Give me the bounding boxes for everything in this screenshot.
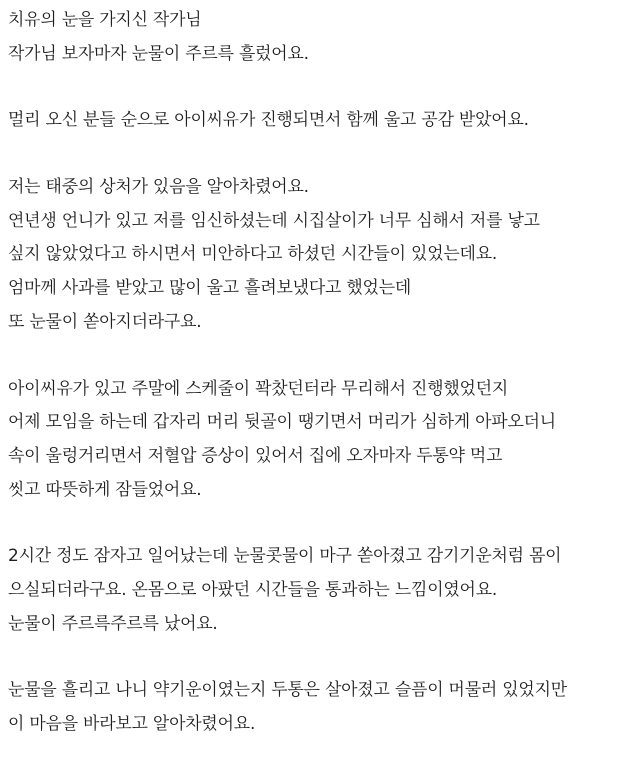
paragraph-5 <box>8 540 636 641</box>
text-line: 속이 울렁거리면서 저혈압 증상이 있어서 집에 오자마자 두통약 먹고 <box>8 445 503 466</box>
text-line: 어제 모임을 하는데 갑자리 머리 뒷골이 땡기면서 머리가 심하게 아파오더니 <box>8 412 556 433</box>
text-line: 또 눈물이 쏟아지더라구요. <box>8 311 202 332</box>
text-line: 2시간 정도 잠자고 일어났는데 눈물콧물이 마구 쏟아졌고 감기기운처럼 몸이 <box>8 546 562 567</box>
text-line: 저는 태중의 상처가 있음을 알아차렸어요. <box>8 177 309 198</box>
text-line: 눈물을 흘리고 나니 약기운이였는지 두통은 살아졌고 슬픔이 머물러 있었지만 <box>8 680 567 701</box>
paragraph-2 <box>8 104 636 138</box>
paragraph-3 <box>8 171 636 339</box>
paragraph-1 <box>8 4 636 71</box>
text-line: 눈물이 주르륵주르륵 났어요. <box>8 613 218 634</box>
text-line: 치유의 눈을 가지신 작가님 <box>8 10 202 30</box>
text-line: 멀리 오신 분들 순으로 아이씨유가 진행되면서 함께 울고 공감 받았어요. <box>8 110 529 131</box>
text-line: 연년생 언니가 있고 저를 임신하셨는데 시집살이가 너무 심해서 저를 낳고 <box>8 210 540 231</box>
text-line: 씻고 따뜻하게 잠들었어요. <box>8 479 202 500</box>
text-line: 이 마음을 바라보고 알아차렸어요. <box>8 714 256 734</box>
text-line: 싶지 않았었다고 하시면서 미안하다고 하셨던 시간들이 있었는데요. <box>8 244 498 265</box>
paragraph-4 <box>8 373 636 508</box>
text-line: 작가님 보자마자 눈물이 주르륵 흘렀어요. <box>8 43 309 64</box>
text-line: 아이씨유가 있고 주말에 스케줄이 꽉찼던터라 무리해서 진행했었던지 <box>8 378 509 399</box>
document-body <box>8 4 636 775</box>
text-line: 엄마께 사과를 받았고 많이 울고 흘려보냈다고 했었는데 <box>8 278 412 299</box>
text-line: 으실되더라구요. 온몸으로 아팠던 시간들을 통과하는 느낌이였어요. <box>8 579 498 600</box>
paragraph-6 <box>8 674 636 741</box>
